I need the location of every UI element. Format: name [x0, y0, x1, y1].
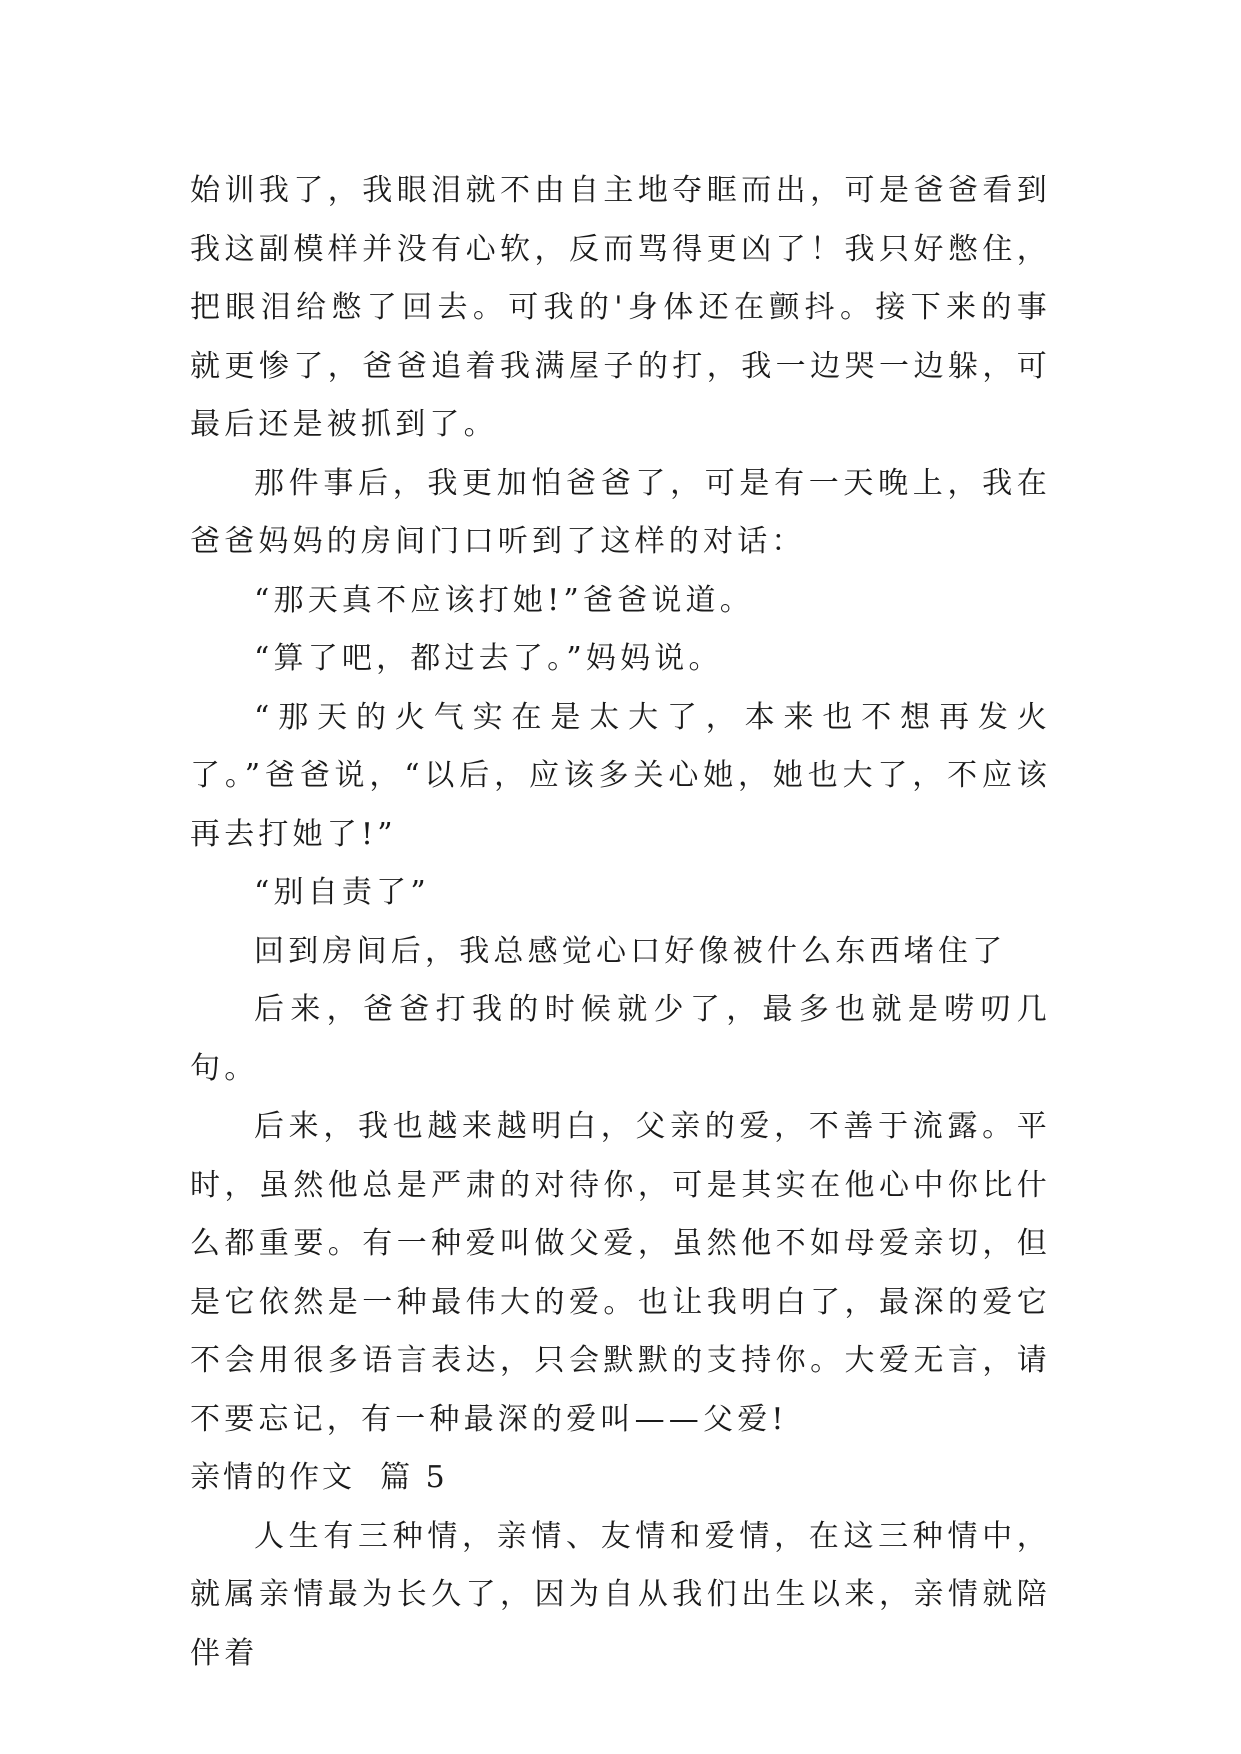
paragraph: 回到房间后，我总感觉心口好像被什么东西堵住了: [254, 933, 1007, 969]
paragraph: “算了吧，都过去了。”妈妈说。: [254, 641, 723, 676]
paragraph: 那件事后，我更加怕爸爸了，可是有一天晚上，我在爸爸妈妈的房间门口听到了这样的对话：: [190, 465, 1051, 559]
paragraph: 人生有三种情，亲情、友情和爱情，在这三种情中，就属亲情最为长久了，因为自从我们出生以来，亲情就陪伴着: [190, 1518, 1051, 1671]
paragraph: “别自责了”: [254, 875, 430, 910]
paragraph: 始训我了，我眼泪就不由自主地夺眶而出，可是爸爸看到我这副模样并没有心软，反而骂得更凶了！我只好憋住，把眼泪给憋了回去。可我的'身体还在颤抖。接下来的事就更惨了，爸爸追着我满屋子的打，我一边哭一边躲，可最后还是被抓到了。: [190, 173, 1051, 442]
section-heading: 亲情的作文 篇 5: [190, 1460, 448, 1495]
paragraph: 后来，爸爸打我的时候就少了，最多也就是唠叨几句。: [190, 992, 1051, 1086]
paragraph: 后来，我也越来越明白，父亲的爱，不善于流露。平时，虽然他总是严肃的对待你，可是其实在他心中你比什么都重要。有一种爱叫做父爱，虽然他不如母爱亲切，但是它依然是一种最伟大的爱。也让我明白了，最深的爱它不会用很多语言表达，只会默默的支持你。大爱无言，请不要忘记，有一种最深的爱叫——父爱!: [190, 1109, 1051, 1437]
paragraph: “那天的火气实在是太大了，本来也不想再发火了。”爸爸说，“以后，应该多关心她，她也大了，不应该再去打她了!”: [190, 699, 1051, 852]
paragraph: “那天真不应该打她!”爸爸说道。: [254, 582, 754, 618]
document-body: [190, 162, 1051, 1683]
